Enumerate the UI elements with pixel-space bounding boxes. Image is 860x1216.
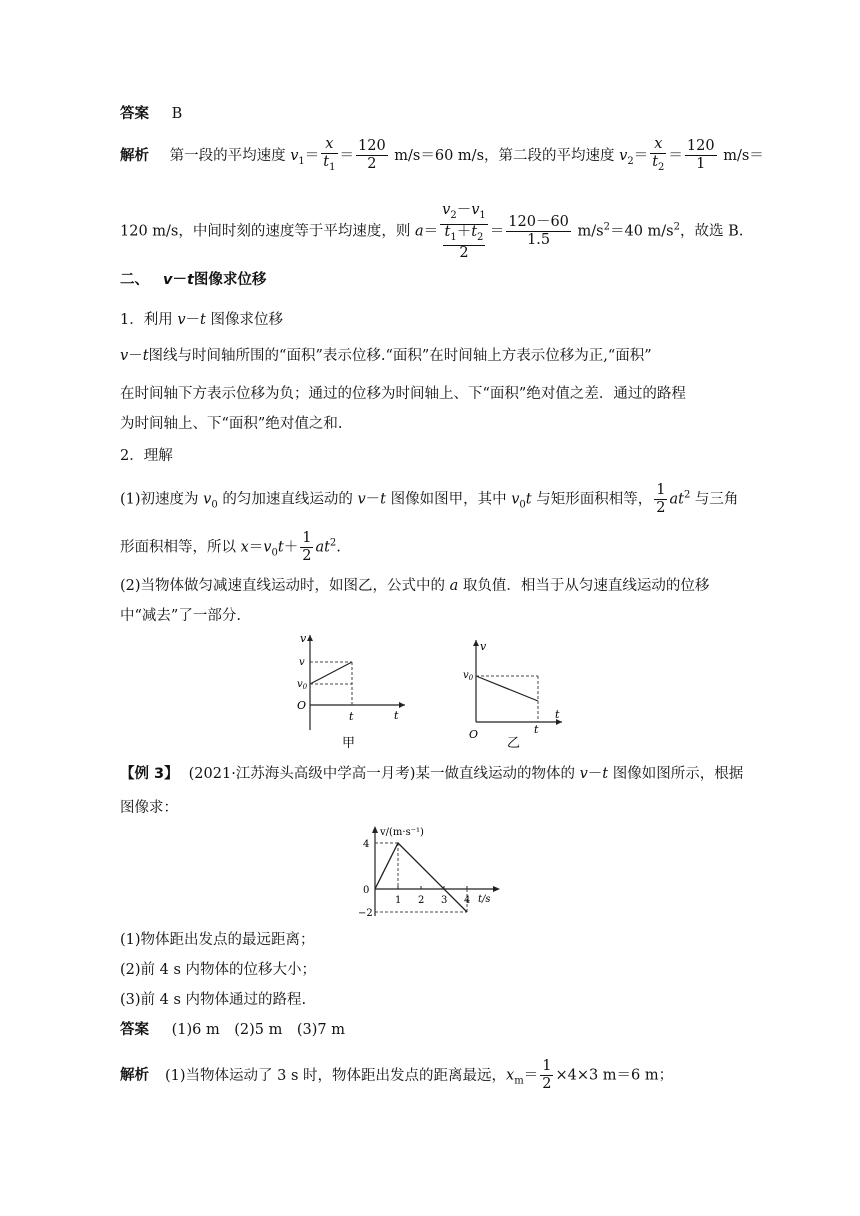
analysis-line-2: 120 m/s，中间时刻的速度等于平均速度，则 a＝ $\frac{v_2-v_1}{\frac{t_1+t_2}{2}}$ ＝ $\frac{120-60}{1.5}$ $m/s^2=40$ $m/s^2$，故选 B. bbox=[120, 202, 744, 261]
fraction-one-half-3: $\frac{1}{2}$ bbox=[542, 1058, 552, 1092]
y-tick-label-0: 4 bbox=[363, 839, 370, 850]
yi-t-tick: t bbox=[534, 723, 539, 736]
y-tick-label-2: −2 bbox=[358, 908, 373, 919]
paragraph-line-3: 为时间轴上、下“面积”绝对值之和. bbox=[120, 416, 343, 432]
question-1: (1)物体距出发点的最远距离； bbox=[120, 932, 315, 948]
point-1-line-1: (1)初速度为 $v_0$ 的匀加速直线运动的 v－t 图像如图甲，其中 $v_0t$ 与矩形面积相等， $\frac{1}{2}$ $at^2$ 与三角 bbox=[120, 482, 739, 516]
y-tick-label-1: 0 bbox=[363, 885, 370, 896]
jia-origin: O bbox=[297, 699, 307, 712]
fraction-120-60-over-1.5: $\frac{120-60}{1.5}$ bbox=[508, 213, 569, 248]
fraction-one-half: $\frac{1}{2}$ bbox=[656, 482, 666, 516]
jia-caption: 甲 bbox=[342, 736, 356, 751]
fraction-one-half-2: $\frac{1}{2}$ bbox=[302, 530, 312, 564]
yi-caption: 乙 bbox=[507, 736, 521, 751]
yi-v0-tick: $v_0$ bbox=[463, 670, 474, 682]
yi-t-axis-label: t bbox=[555, 708, 560, 721]
figure-jia bbox=[290, 630, 420, 752]
answer-2-label: 答案 bbox=[120, 1022, 149, 1038]
x-tick-label-1: 1 bbox=[395, 895, 402, 906]
figure-yi bbox=[460, 630, 575, 752]
fraction-x-over-t2: $\frac{x}{t_2}$ bbox=[652, 136, 665, 173]
analysis-label: 解析 bbox=[120, 147, 149, 164]
analysis-2-label: 解析 bbox=[120, 1067, 149, 1084]
answer-value: B bbox=[171, 106, 183, 122]
jia-t-axis-label: t bbox=[394, 709, 399, 722]
vt-chart bbox=[350, 822, 510, 924]
section-heading: 二、 v－t图像求位移 bbox=[120, 272, 267, 288]
analysis-line-1: 解析 第一段的平均速度 $v_1=$ $\frac{x}{t_1}$ ＝ $\frac{120}{2}$ m/s＝60 m/s，第二段的平均速度 $v_2=$ $\frac{x}{t_2}$ ＝ $\frac{120}{1}$ m/s＝ bbox=[120, 136, 764, 176]
example-tag: 【例 3】 bbox=[120, 766, 179, 782]
figure-yi-graph bbox=[460, 630, 575, 752]
x-tick-label-4: 4 bbox=[464, 895, 471, 906]
item-1-heading: 1．利用 v－t 图像求位移 bbox=[120, 312, 283, 328]
example-3-line-1: 【例 3】 (2021·江苏海头高级中学高一月考)某一做直线运动的物体的 v－t 图像如图所示，根据 bbox=[120, 766, 744, 782]
x-tick-label-2: 2 bbox=[418, 895, 425, 906]
x-tick-label-3: 3 bbox=[441, 895, 448, 906]
question-3: (3)前 4 s 内物体通过的路程. bbox=[120, 992, 307, 1008]
yi-velocity-line bbox=[476, 676, 538, 701]
answer-label: 答案 bbox=[120, 106, 149, 122]
answer-2-value: (1)6 m (2)5 m (3)7 m bbox=[171, 1022, 345, 1038]
point-2-line-1: (2)当物体做匀减速直线运动时，如图乙，公式中的 a 取负值．相当于从匀速直线运动的位移 bbox=[120, 578, 710, 594]
fraction-x-over-t1: $\frac{x}{t_1}$ bbox=[323, 136, 336, 173]
fraction-120-over-1: $\frac{120}{1}$ bbox=[686, 138, 715, 173]
jia-t-tick: t bbox=[349, 710, 354, 723]
yi-v-label: v bbox=[480, 640, 487, 653]
vt-chart-svg bbox=[350, 822, 510, 924]
yi-origin: O bbox=[469, 728, 479, 741]
item-2-heading: 2．理解 bbox=[120, 448, 173, 464]
fraction-acceleration: $\frac{v_2-v_1}{\frac{t_1+t_2}{2}}$ bbox=[442, 202, 486, 261]
x-axis-label: t/s bbox=[478, 894, 491, 905]
figure-jia-graph bbox=[290, 630, 420, 752]
answer-line-1 bbox=[120, 104, 182, 124]
point-2-line-2: 中“减去”了一部分. bbox=[120, 608, 241, 624]
paragraph-line-1: v－t图线与时间轴所围的“面积”表示位移.“面积”在时间轴上方表示位移为正,“面积” bbox=[120, 348, 652, 364]
paragraph-line-2: 在时间轴下方表示位移为负；通过的位移为时间轴上、下“面积”绝对值之差．通过的路程 bbox=[120, 386, 686, 402]
jia-v0-tick: $v_0$ bbox=[297, 679, 308, 691]
question-2: (2)前 4 s 内物体的位移大小； bbox=[120, 962, 317, 978]
jia-v-label: v bbox=[300, 632, 307, 645]
fraction-120-over-2: $\frac{120}{2}$ bbox=[358, 138, 386, 173]
jia-v-tick: v bbox=[299, 657, 305, 668]
jia-velocity-line bbox=[310, 662, 352, 684]
analysis-2-line: 解析 (1)当物体运动了 3 s 时，物体距出发点的距离最远，$x_m=$ $\frac{1}{2}$ ×4×3 m＝6 m； bbox=[120, 1058, 674, 1092]
point-1-line-2: 形面积相等，所以 $x=v_0t+$ $\frac{1}{2}$ $at^2$. bbox=[120, 530, 341, 564]
example-3-line-2: 图像求： bbox=[120, 800, 178, 816]
y-axis-label: v/(m·s⁻¹) bbox=[380, 827, 424, 838]
answer-line-2 bbox=[120, 1020, 345, 1040]
